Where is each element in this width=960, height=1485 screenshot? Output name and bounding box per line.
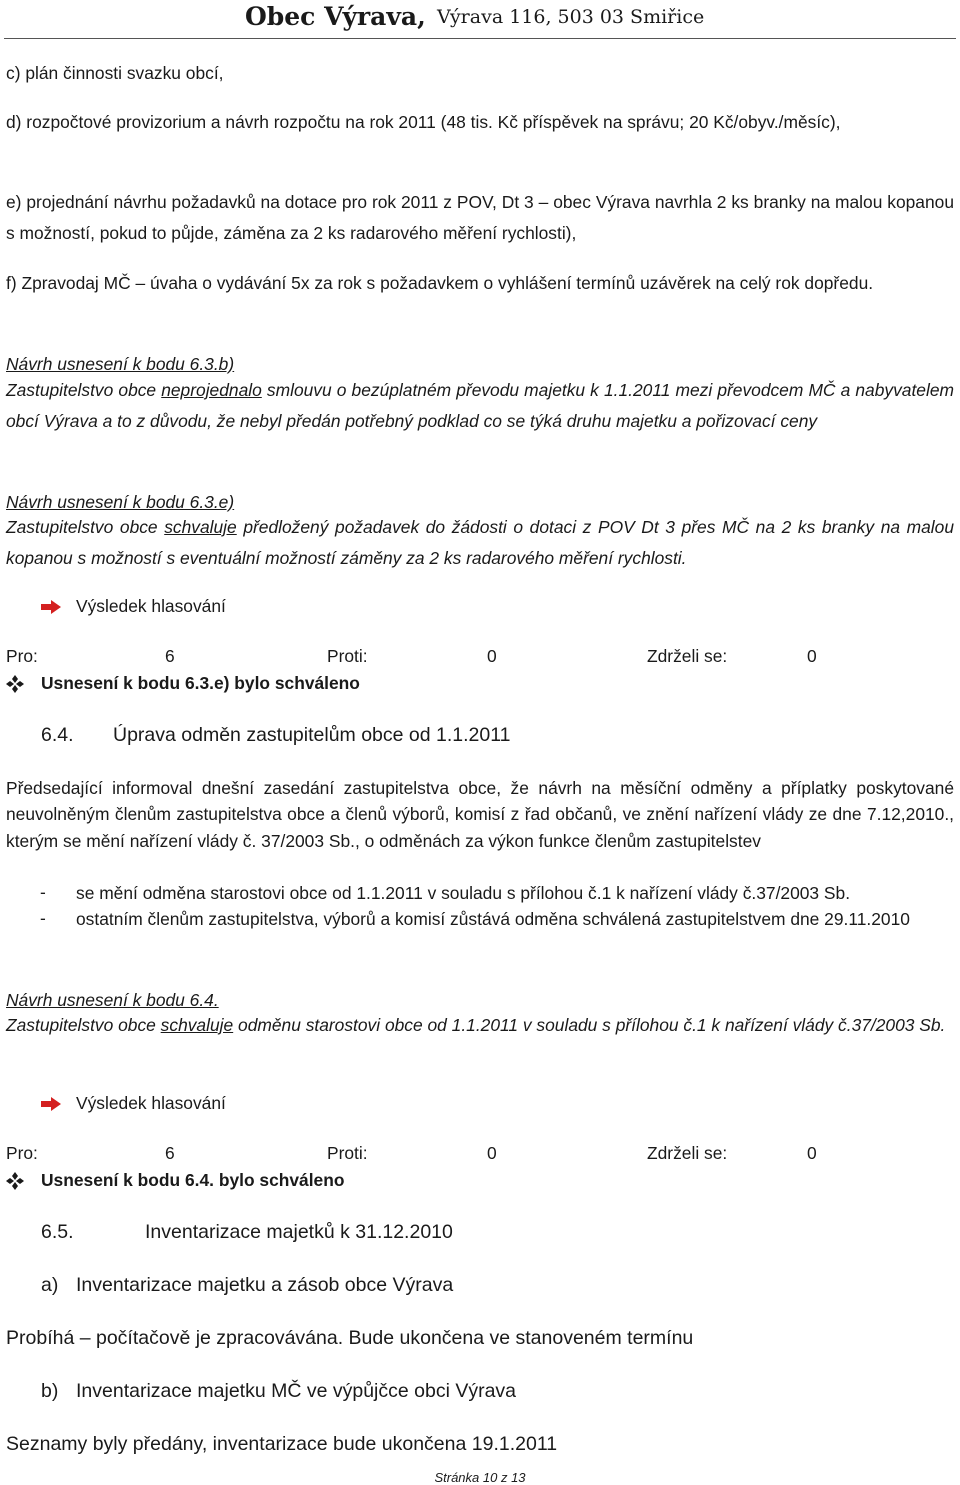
section-65-b-status: Seznamy byly předány, inventarizace bude ukončena 19.1.2011	[6, 1433, 558, 1455]
proposal-text-pre: Zastupitelstvo obce	[6, 1015, 161, 1035]
proposal-verb: schvaluje	[160, 1015, 234, 1035]
section-65-b-label: b)	[41, 1380, 59, 1402]
section-65-number: 6.5.	[41, 1221, 74, 1243]
diamond-bullet-icon	[6, 675, 24, 693]
vote-1-result: Usnesení k bodu 6.3.e) bylo schváleno	[41, 673, 360, 693]
bullet-dash: -	[40, 908, 46, 928]
section-64-bullet-1: se mění odměna starostovi obce od 1.1.2011 v souladu s přílohou č.1 k nařízení vlády č.37/2003 Sb.	[76, 883, 851, 903]
vote-1-pro-label: Pro:	[6, 646, 38, 666]
vote-1-zdrzeli-label: Zdrželi se:	[647, 646, 728, 666]
vote-2-zdrzeli-label: Zdrželi se:	[647, 1143, 728, 1163]
item-f: f) Zpravodaj MČ – úvaha o vydávání 5x za rok s požadavkem o vyhlášení termínů uzávěrek na celý rok dopředu.	[6, 273, 874, 293]
item-c: c) plán činnosti svazku obcí,	[6, 63, 224, 83]
section-64-body: Předsedající informoval dnešní zasedání zastupitelstva obce, že návrh na měsíční odměny a příplatky poskytované neuvolněným členům zastupitelstva obce a členů výborů, komisí z řad občanů, ve znění nařízení vlády ze dne 7.12,2010., kterým se mění nařízení vlády č. 37/2003 Sb., o odměnách za výkon funkce členům zastupitelstev	[6, 778, 954, 851]
proposal-63b-text	[6, 375, 954, 436]
proposal-63b-heading: Návrh usnesení k bodu 6.3.b)	[6, 354, 235, 374]
vote-1-proti-label: Proti:	[327, 646, 368, 666]
vote-1-title: Výsledek hlasování	[76, 596, 226, 616]
header-address: Výrava 116, 503 03 Smiřice	[437, 6, 705, 28]
section-64-bullet-2: ostatním členům zastupitelstva, výborů a komisí zůstává odměna schválená zastupitelstvem dne 29.11.2010	[76, 909, 910, 929]
proposal-text-post: předložený požadavek do žádosti o dotaci z POV Dt 3 přes MČ na 2 ks branky na malou kopanou s možností s eventuální možností záměny za 2 ks radarového měření rychlosti.	[6, 517, 955, 568]
section-64-title: Úprava odměn zastupitelům obce od 1.1.2011	[113, 724, 511, 746]
vote-2-proti-label: Proti:	[327, 1143, 368, 1163]
page-footer: Stránka 10 z 13	[434, 1470, 526, 1485]
vote-2-pro-value: 6	[165, 1143, 175, 1163]
section-65-b-text: Inventarizace majetku MČ ve výpůjčce obci Výrava	[76, 1380, 517, 1402]
proposal-text-post: smlouvu o bezúplatném převodu majetku k 1.1.2011 mezi převodcem MČ a nabyvatelem obcí Výrava a to z důvodu, že nebyl předán potřebný podklad co se týká druhu majetku a pořizovací ceny	[6, 380, 954, 431]
vote-1-proti-value: 0	[487, 646, 497, 666]
section-65-a-label: a)	[41, 1274, 59, 1296]
proposal-63e-text	[6, 512, 954, 573]
page-header	[0, 0, 960, 40]
arrow-right-icon	[40, 599, 62, 615]
proposal-64-text	[6, 1010, 954, 1041]
proposal-63e-heading: Návrh usnesení k bodu 6.3.e)	[6, 492, 235, 512]
vote-1-pro-value: 6	[165, 646, 175, 666]
section-65-a-status: Probíhá – počítačově je zpracovávána. Bude ukončena ve stanoveném termínu	[6, 1327, 694, 1349]
arrow-right-icon	[40, 1096, 62, 1112]
vote-2-zdrzeli-value: 0	[807, 1143, 817, 1163]
proposal-text-pre: Zastupitelstvo obce	[6, 380, 162, 400]
header-title: Obec Výrava,	[245, 2, 426, 31]
bullet-dash: -	[40, 882, 46, 902]
section-65-a-text: Inventarizace majetku a zásob obce Výrava	[76, 1274, 454, 1296]
vote-2-pro-label: Pro:	[6, 1143, 38, 1163]
proposal-text-post: odměnu starostovi obce od 1.1.2011 v souladu s přílohou č.1 k nařízení vlády č.37/2003 Sb.	[233, 1015, 946, 1035]
vote-2-result: Usnesení k bodu 6.4. bylo schváleno	[41, 1170, 345, 1190]
proposal-verb: neprojednalo	[161, 380, 262, 400]
vote-2-proti-value: 0	[487, 1143, 497, 1163]
vote-1-zdrzeli-value: 0	[807, 646, 817, 666]
section-65-title: Inventarizace majetků k 31.12.2010	[145, 1221, 453, 1243]
section-64-number: 6.4.	[41, 724, 74, 746]
item-e: e) projednání návrhu požadavků na dotace pro rok 2011 z POV, Dt 3 – obec Výrava navrhla 2 ks branky na malou kopanou s možností, pokud to půjde, záměna za 2 ks radarového měření rychlosti),	[6, 192, 954, 243]
diamond-bullet-icon	[6, 1172, 24, 1190]
proposal-text-pre: Zastupitelstvo obce	[6, 517, 165, 537]
vote-2-title: Výsledek hlasování	[76, 1093, 226, 1113]
header-rule	[4, 38, 956, 39]
item-d: d) rozpočtové provizorium a návrh rozpočtu na rok 2011 (48 tis. Kč příspěvek na správu; 20 Kč/obyv./měsíc),	[6, 112, 841, 132]
proposal-verb: schvaluje	[164, 517, 237, 537]
proposal-64-heading: Návrh usnesení k bodu 6.4.	[6, 990, 219, 1010]
